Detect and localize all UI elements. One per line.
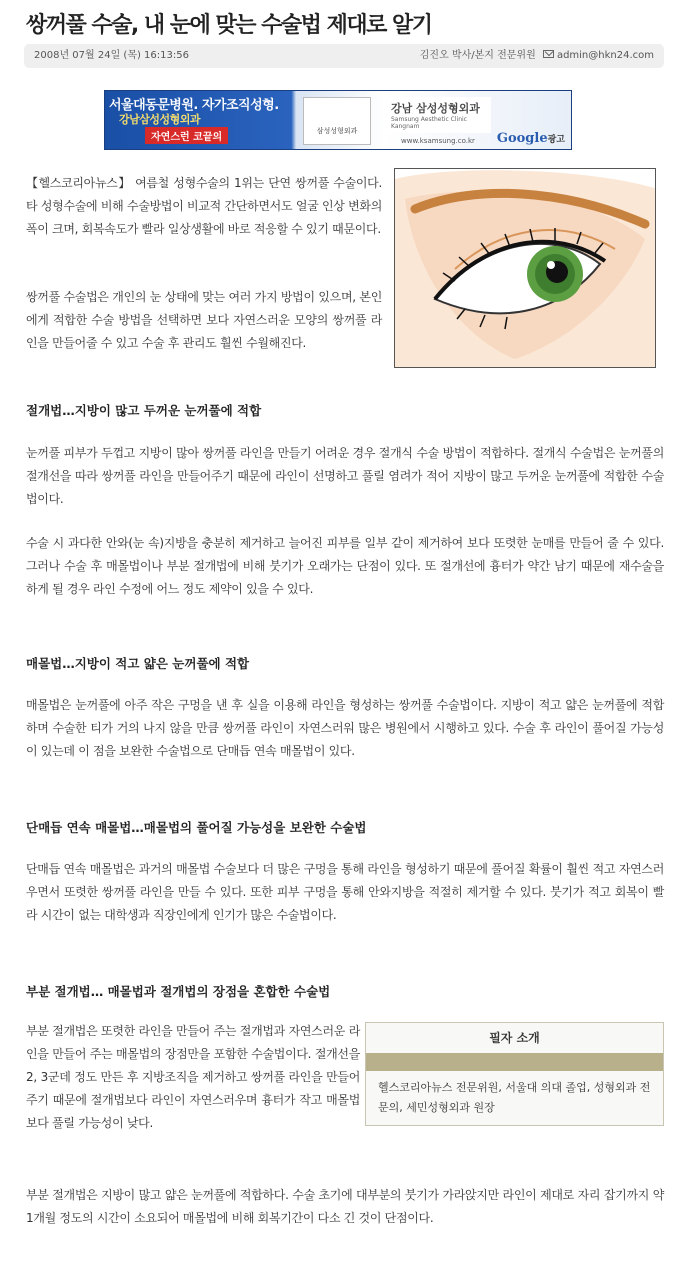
author-box-text: 헬스코리아뉴스 전문위원, 서울대 의대 졸업, 성형외과 전문의, 세민성형외과 원장 <box>378 1081 651 1114</box>
ad-logo-small-text: 삼성성형외과 <box>316 127 358 135</box>
mail-icon <box>543 50 554 58</box>
paragraph-methods-overview: 쌍꺼풀 수술법은 개인의 눈 상태에 맞는 여러 가지 방법이 있으며, 본인에게 적합한 수술 방법을 선택하면 보다 자연스러운 모양의 쌍꺼풀 라인을 만들어줄 수 있고 수술 후 관리도 훨씬 수월해진다. <box>26 290 382 350</box>
paragraph-incision-1: 눈꺼풀 피부가 두껍고 지방이 많아 쌍꺼풀 라인을 만들기 어려운 경우 절개식 수술 방법이 적합하다. 절개식 수술법은 눈꺼풀의 절개선을 따라 쌍꺼풀 라인을 만들어주기 때문에 라인이 선명하고 풀릴 염려가 적어 지방이 많고 두꺼운 눈꺼풀에 적합한 수술법이다. <box>26 446 664 506</box>
ad-banner[interactable] <box>104 90 572 150</box>
ad-tagline: 자연스런 코끝의 <box>145 127 228 144</box>
paragraph-buried-suture: 매몰법은 눈꺼풀에 아주 작은 구멍을 낸 후 실을 이용해 라인을 형성하는 쌍꺼풀 수술법이다. 지방이 적고 얇은 눈꺼풀에 적합하며 수술한 티가 거의 나지 않을 만큼 쌍꺼풀 라인이 자연스러워 많은 병원에서 시행하고 있다. 수술 후 라인이 풀어질 가능성이 있는데 이 점을 보완한 수술법으로 단매듭 연속 매몰법이 있다. <box>26 698 664 758</box>
ad-url: www.ksamsung.co.kr <box>401 137 475 145</box>
paragraph-incision-2: 수술 시 과다한 안와(눈 속)지방을 충분히 제거하고 늘어진 피부를 일부 같이 제거하여 보다 또렷한 눈매를 만들어 줄 수 있다. 그러나 수술 후 매몰법이나 부분 절개법에 비해 붓기가 오래가는 단점이 있다. 또 절개선에 흉터가 약간 남기 때문에 재수술을 하게 될 경우 라인 수정에 어느 정도 제약이 있을 수 있다. <box>26 536 664 596</box>
ad-logo-main-text: 강남 삼성성형외과 <box>391 102 480 115</box>
eye-icon <box>395 169 656 368</box>
ad-logo-sub-text: Samsung Aesthetic Clinic Kangnam <box>391 116 467 130</box>
article-meta-bar <box>24 44 664 68</box>
google-ads-label[interactable] <box>497 131 565 146</box>
section-heading-buried-suture: 매몰법…지방이 적고 얇은 눈꺼풀에 적합 <box>26 656 250 671</box>
article-date: 2008년 07월 24일 (목) 16:13:56 <box>34 50 189 61</box>
paragraph-single-knot: 단매듭 연속 매몰법은 과거의 매몰법 수술보다 더 많은 구멍을 통해 라인을 형성하기 때문에 풀어질 확률이 훨씬 적고 자연스러우면서 또렷한 쌍꺼풀 라인을 만들 수 있다. 또한 피부 구멍을 통해 안와지방을 적절히 제거할 수 있다. 붓기가 적고 회복이 빨라 시간이 없는 대학생과 직장인에게 인기가 많은 수술법이다. <box>26 862 664 922</box>
author-box <box>365 1022 664 1126</box>
ad-logo-small <box>303 97 371 145</box>
paragraph-partial-incision-1: 부분 절개법은 또렷한 라인을 만들어 주는 절개법과 자연스러운 라인을 만들어 주는 매몰법의 장점만을 포함한 수술법이다. 절개선을 2, 3군데 정도 만든 후 지방조직을 제거하고 쌍꺼풀 라인을 만들어 주기 때문에 절개법보다 라인이 자연스러우며 흉터가 작고 매몰법보다 풀릴 가능성이 낮다. <box>26 1024 360 1130</box>
ad-logo-main <box>387 97 491 133</box>
eye-illustration <box>394 168 656 368</box>
paragraph-intro: 【헬스코리아뉴스】 여름철 성형수술의 1위는 단연 쌍꺼풀 수술이다. 타 성형수술에 비해 수술방법이 비교적 간단하면서도 얼굴 인상 변화의 폭이 크며, 회복속도가 빨라 일상생활에 바로 적응할 수 있기 때문이다. <box>26 176 382 236</box>
article-title: 쌍꺼풀 수술, 내 눈에 맞는 수술법 제대로 알기 <box>26 13 432 38</box>
author-byline: 김진오 박사/본지 전문위원 <box>419 50 536 61</box>
section-heading-partial-incision: 부분 절개법… 매몰법과 절개법의 장점을 혼합한 수술법 <box>26 984 331 999</box>
ad-clinic-name: 강남삼성성형외과 <box>119 113 201 126</box>
author-email-link[interactable]: admin@hkn24.com <box>556 50 654 61</box>
author-box-heading: 필자 소개 <box>489 1031 540 1045</box>
section-heading-incision: 절개법…지방이 많고 두꺼운 눈꺼풀에 적합 <box>26 403 262 418</box>
article-byline-area <box>420 44 654 68</box>
ad-headline: 서울대동문병원. 자가조직성형. <box>109 98 279 113</box>
paragraph-partial-incision-2: 부분 절개법은 지방이 많고 얇은 눈꺼풀에 적합하다. 수술 초기에 대부분의 붓기가 가라앉지만 라인이 제대로 자리 잡기까지 약 1개월 정도의 시간이 소요되어 매몰법에 비해 회복기간이 다소 긴 것이 단점이다. <box>26 1188 664 1225</box>
author-box-divider <box>366 1053 663 1071</box>
google-ads-suffix: 광고 <box>547 135 565 145</box>
section-heading-single-knot: 단매듭 연속 매몰법…매몰법의 풀어질 가능성을 보완한 수술법 <box>26 820 367 835</box>
google-logo-text: Google <box>496 131 548 146</box>
